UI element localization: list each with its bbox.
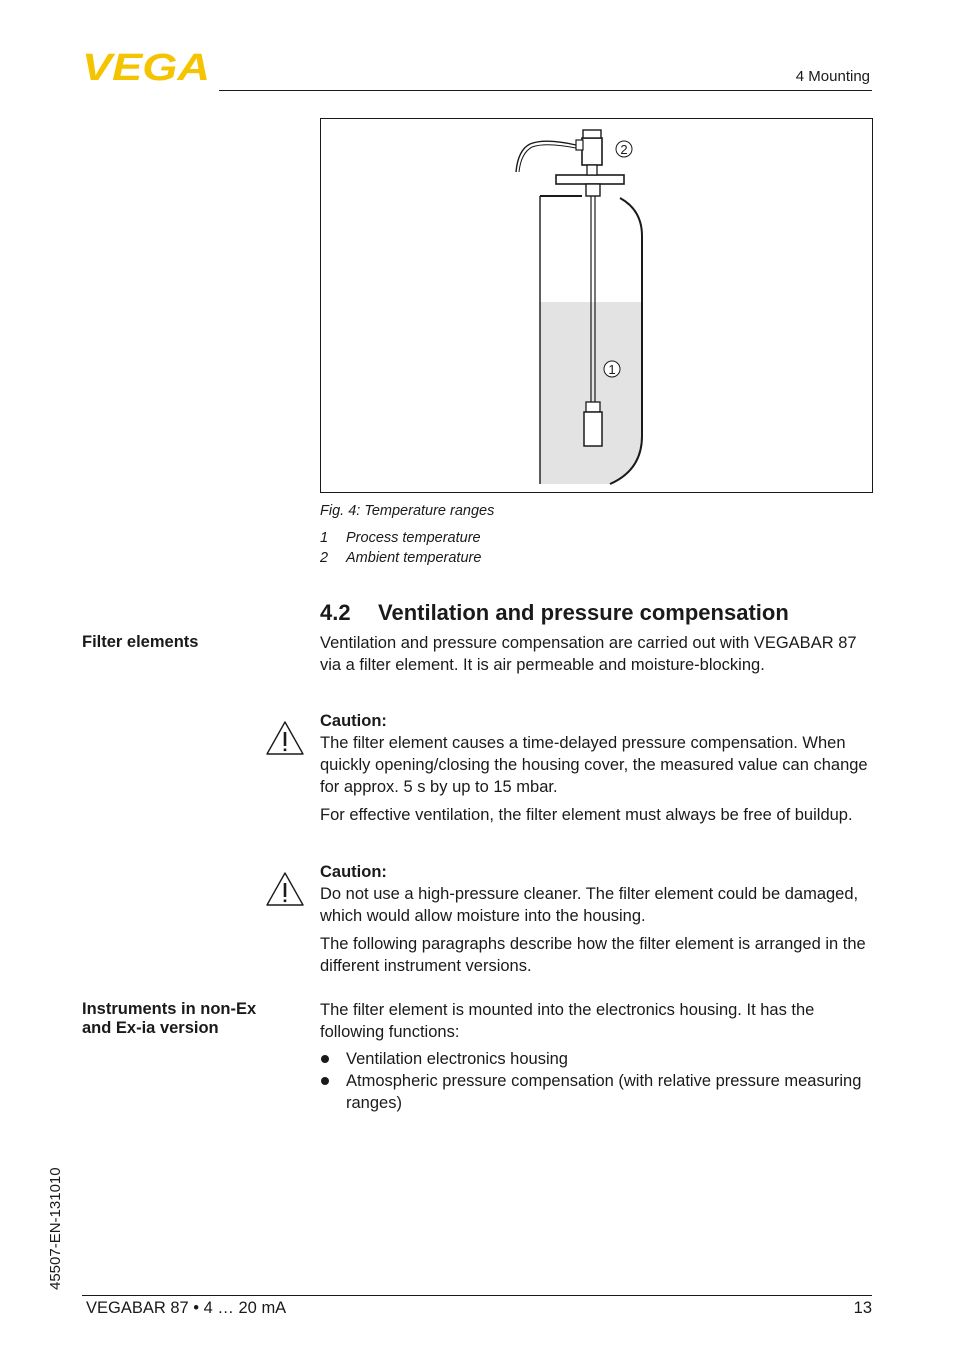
caution-block-2 [320, 861, 876, 927]
paragraph-text: The filter element is mounted into the electronics housing. It has the following functions: [320, 1001, 815, 1041]
list-item-text: Ventilation electronics housing [346, 1050, 568, 1068]
header-divider [219, 90, 872, 91]
document-number: 45507-EN-131010 [47, 1167, 64, 1290]
legend-text: Ambient temperature [346, 550, 482, 566]
list-item [320, 1070, 876, 1114]
legend-number: 2 [320, 550, 329, 566]
arrangement-paragraph [320, 933, 876, 977]
warning-icon [265, 720, 305, 756]
legend-item [320, 528, 481, 548]
warning-icon [265, 871, 305, 907]
housing-stem [587, 165, 597, 175]
caution-block-1 [320, 710, 876, 798]
instruments-intro [320, 999, 876, 1043]
paragraph-text: For effective ventilation, the filter element must always be free of buildup. [320, 806, 853, 824]
sidelabel-instruments: Instruments in non-Ex and Ex-ia version [82, 1000, 257, 1037]
vega-logo [82, 50, 212, 84]
section-heading [320, 600, 789, 626]
section-number: 4.2 [320, 600, 351, 625]
list-item [320, 1048, 876, 1070]
housing-body [582, 138, 602, 165]
footer-product: VEGABAR 87 • 4 … 20 mA [86, 1299, 287, 1317]
list-item-text: Atmospheric pressure compensation (with relative pressure measuring ranges) [346, 1072, 862, 1112]
legend-number: 1 [320, 530, 329, 546]
caution-title: Caution: [320, 712, 387, 730]
legend-item [320, 548, 481, 568]
page-number: 13 [853, 1299, 872, 1317]
filter-intro [320, 632, 876, 676]
external-cable-inner [519, 145, 576, 172]
bullet-icon [321, 1077, 329, 1085]
external-cable [516, 141, 576, 172]
probe-top [586, 402, 600, 412]
header-section-title: 4 Mounting [795, 68, 870, 85]
paragraph-text: The following paragraphs describe how the filter element is arranged in the different instrument versions. [320, 935, 866, 975]
flange-neck [586, 184, 600, 196]
figure-legend [320, 528, 481, 568]
callout-2: 2 [620, 142, 628, 157]
housing-side [576, 140, 583, 150]
housing-top [583, 130, 601, 138]
figure-caption: Fig. 4: Temperature ranges [320, 503, 495, 519]
caution-text: The filter element causes a time-delayed pressure compensation. When quickly opening/closing the housing cover, the measured value can change for approx. 5 s by up to 15 mbar. [320, 734, 868, 796]
section-title: Ventilation and pressure compensation [378, 600, 789, 625]
bullet-icon [321, 1055, 329, 1063]
sidelabel-filter-elements: Filter elements [82, 633, 199, 651]
flange [556, 175, 624, 184]
caution-text: Do not use a high-pressure cleaner. The filter element could be damaged, which would allow moisture into the housing. [320, 885, 859, 925]
tank-diagram [320, 118, 873, 493]
figure-temperature-ranges [320, 118, 873, 493]
function-list [320, 1048, 876, 1114]
footer-divider [82, 1295, 872, 1296]
probe-body [584, 412, 602, 446]
logo-text: VEGA [82, 50, 210, 84]
callout-1: 1 [608, 362, 616, 377]
caution-title: Caution: [320, 863, 387, 881]
legend-text: Process temperature [346, 530, 481, 546]
filter-intro-text: Ventilation and pressure compensation are carried out with VEGABAR 87 via a filter element. It is air permeable and moisture-blocking. [320, 634, 857, 674]
ventilation-paragraph [320, 804, 876, 826]
